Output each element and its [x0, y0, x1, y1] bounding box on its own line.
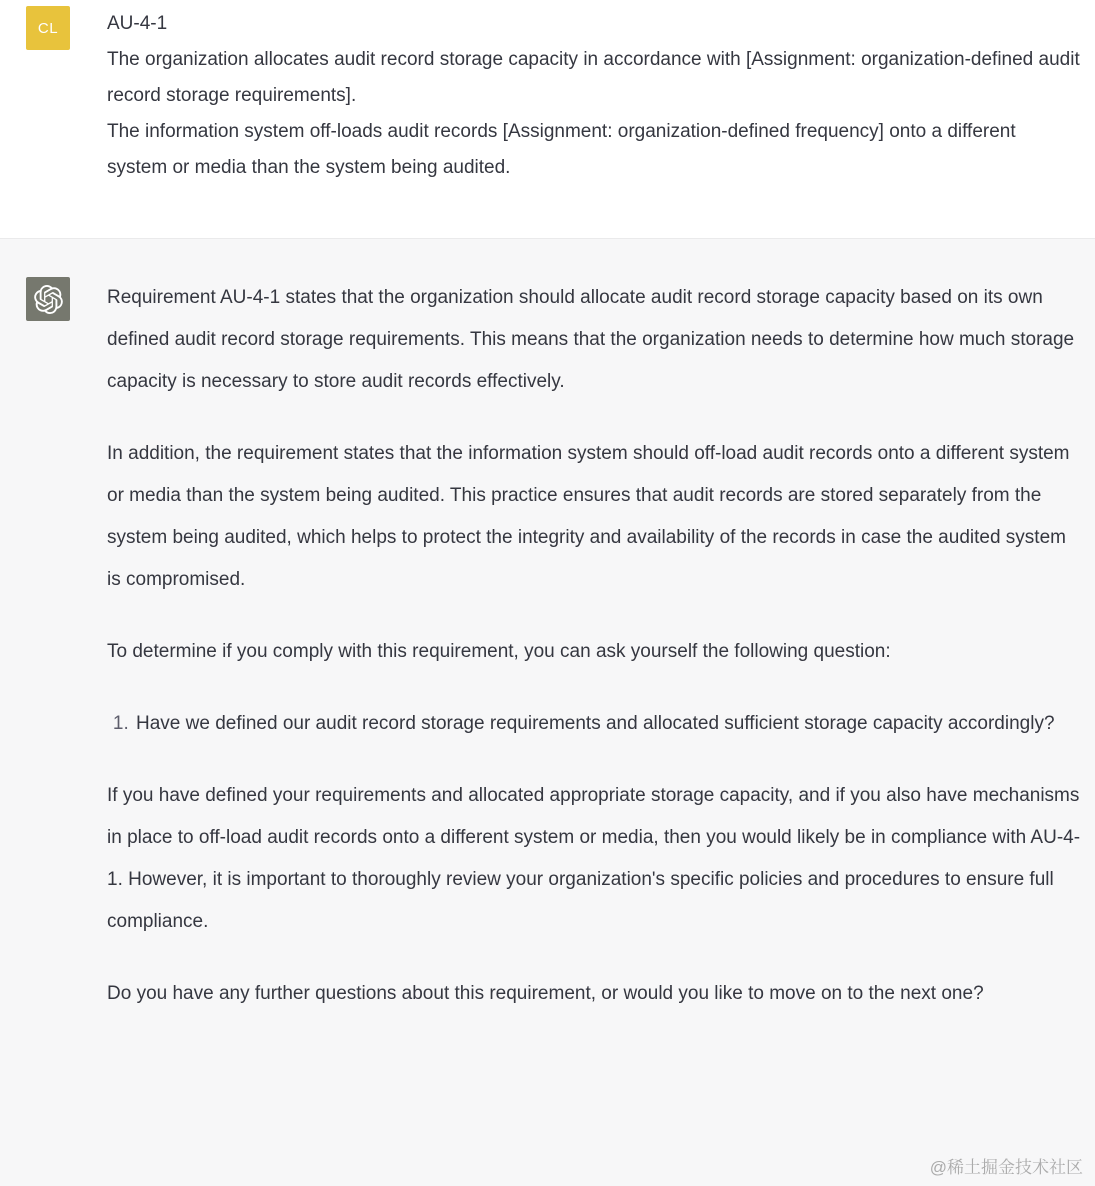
user-avatar: [26, 6, 70, 50]
user-avatar-initials: CL: [37, 19, 59, 37]
assistant-paragraph: If you have defined your requirements and allocated appropriate storage capacity, and if you also have mechanisms in place to off-load audit records onto a different system or media, then you would likely be in compliance with AU-4-1. However, it is important to thoroughly review your organization's specific policies and procedures to ensure full compliance.: [107, 785, 1081, 932]
assistant-message: [0, 238, 1095, 1186]
assistant-paragraph: In addition, the requirement states that the information system should off-load audit records onto a different system or media than the system being audited. This practice ensures that audit records are stored separately from the system being audited, which helps to protect the integrity and availability of the records in case the audited system is compromised.: [107, 443, 1070, 590]
assistant-avatar: [26, 277, 70, 321]
assistant-numbered-list: [107, 703, 1081, 745]
openai-logo-icon: [34, 285, 63, 314]
assistant-message-content: [107, 277, 1081, 1015]
user-message-line: The organization allocates audit record storage capacity in accordance with [Assignment: organization-defined audit record storage requirements].: [107, 49, 1080, 106]
user-message-line: The information system off-loads audit records [Assignment: organization-defined frequency] onto a different system or media than the system being audited.: [107, 121, 1016, 178]
assistant-paragraph: Requirement AU-4-1 states that the organization should allocate audit record storage capacity based on its own defined audit record storage requirements. This means that the organization needs to determine how much storage capacity is necessary to store audit records effectively.: [107, 287, 1075, 392]
watermark: @稀土掘金技术社区: [929, 1158, 1083, 1177]
assistant-paragraph: To determine if you comply with this requirement, you can ask yourself the following question:: [107, 641, 891, 662]
user-message-content: [107, 6, 1081, 186]
user-message: [0, 0, 1095, 238]
assistant-paragraph: Do you have any further questions about this requirement, or would you like to move on to the next one?: [107, 983, 984, 1004]
user-message-line: AU-4-1: [107, 13, 168, 34]
list-item: 1. Have we defined our audit record storage requirements and allocated sufficient storage capacity accordingly?: [134, 703, 1081, 745]
